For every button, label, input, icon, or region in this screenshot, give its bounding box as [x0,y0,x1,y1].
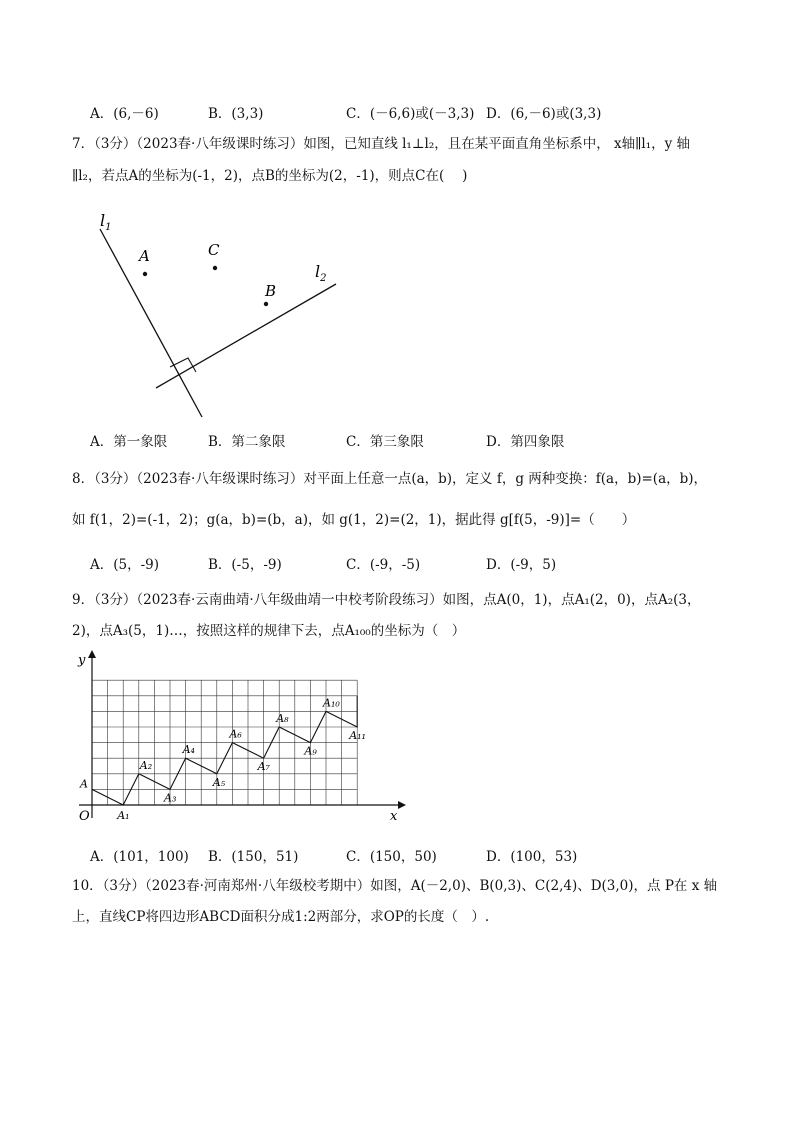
q7-label-c: C [208,241,220,259]
q7-option-c: C．第三象限 [346,434,424,450]
q7-label-a: A [139,247,150,265]
q9-x-axis-arrow [398,801,406,809]
q6-option-b: B．(3,3) [208,106,264,122]
q9-point-label-11: A₁₁ [349,729,366,742]
q7-label-l1: $l_1$ [100,211,112,233]
q10-text-line-1: 10．（3分）（2023春·河南郑州·八年级校考期中）如图，A(－2,0)、B(0,3)、C(2,4)、D(3,0)，点 P在 x 轴 [72,878,718,894]
q9-point-label-8: A₈ [276,712,289,725]
q9-option-d: D．(100，53) [486,849,578,865]
q9-text-line-1: 9．（3分）（2023春·云南曲靖·八年级曲靖一中校考阶段练习）如图，点A(0，1)，点A₁(2，0)，点A₂(3， [72,592,701,608]
q9-point-label-7: A₇ [257,760,270,774]
q7-point-a [143,272,147,276]
q9-point-label-6: A₆ [229,727,242,741]
q8-option-a: A．(5，-9) [90,557,160,573]
q7-figure [72,205,372,425]
q6-option-c: C．(－6,6)或(－3,3) [346,106,475,122]
q7-point-b [264,302,268,306]
q9-point-labels [79,696,366,822]
q9-option-b: B．(150，51) [208,849,299,865]
q6-option-d: D．(6,－6)或(3,3) [486,106,602,122]
q9-axis-y-label: y [78,653,86,668]
q9-option-c: C．(150，50) [346,849,437,865]
q8-option-c: C．(-9，-5) [346,557,421,573]
q8-text-line-1: 8．（3分）（2023春·八年级课时练习）对平面上任意一点(a，b)，定义 f，g 两种变换：f(a，b)=(a，b)， [72,471,708,487]
q7-line-l2 [156,284,336,388]
q7-label-b: B [265,282,277,300]
q6-option-a: A．(6,－6) [90,106,159,122]
q7-point-c [213,266,217,270]
q7-option-a: A．第一象限 [90,434,168,450]
q10-text-line-2: 上，直线CP将四边形ABCD面积分成1:2两部分，求OP的长度（ ）. [72,909,490,925]
q8-option-d: D．(-9，5) [486,557,557,573]
q8-option-b: B．(-5，-9) [208,557,282,573]
q7-option-d: D．第四象限 [486,434,565,450]
q7-label-l2: $l_2$ [315,262,327,284]
q9-point-label-4: A₄ [182,743,195,757]
q9-point-label-3: A₃ [164,791,177,805]
q9-point-label-10: A₁₀ [323,696,340,710]
q9-option-a: A．(101，100) [90,849,189,865]
q9-point-label-2: A₂ [139,758,153,772]
q9-text-line-2: 2)，点A₃(5，1)…，按照这样的规律下去，点A₁₀₀的坐标为（ ） [72,623,466,639]
q9-figure [72,650,408,828]
q9-point-label-5: A₅ [212,775,226,789]
q7-text-line-1: 7．（3分）（2023春·八年级课时练习）如图，已知直线 l₁⊥l₂，且在某平面直角坐标系中， x轴∥l₁，y 轴 [72,136,691,152]
q9-point-label-0: A [80,777,88,791]
q9-axis-x-label: x [390,809,398,824]
q7-line-l1 [100,229,202,417]
q7-text-line-2: ∥l₂，若点A的坐标为(-1，2)，点B的坐标为(2，-1)，则点C在( ) [72,168,468,184]
q9-point-label-1: A₁ [117,809,130,822]
q7-option-b: B．第二象限 [208,434,286,450]
q9-y-axis-arrow [88,650,96,658]
q9-point-label-9: A₉ [304,744,317,758]
q7-right-angle-mark [170,358,196,372]
q9-origin-label: O [79,809,90,824]
q8-text-line-2: 如 f(1，2)=(-1，2)；g(a，b)=(b，a)，如 g(1，2)=(2，1)，据此得 g[f(5，-9)]=（ ） [72,512,636,528]
